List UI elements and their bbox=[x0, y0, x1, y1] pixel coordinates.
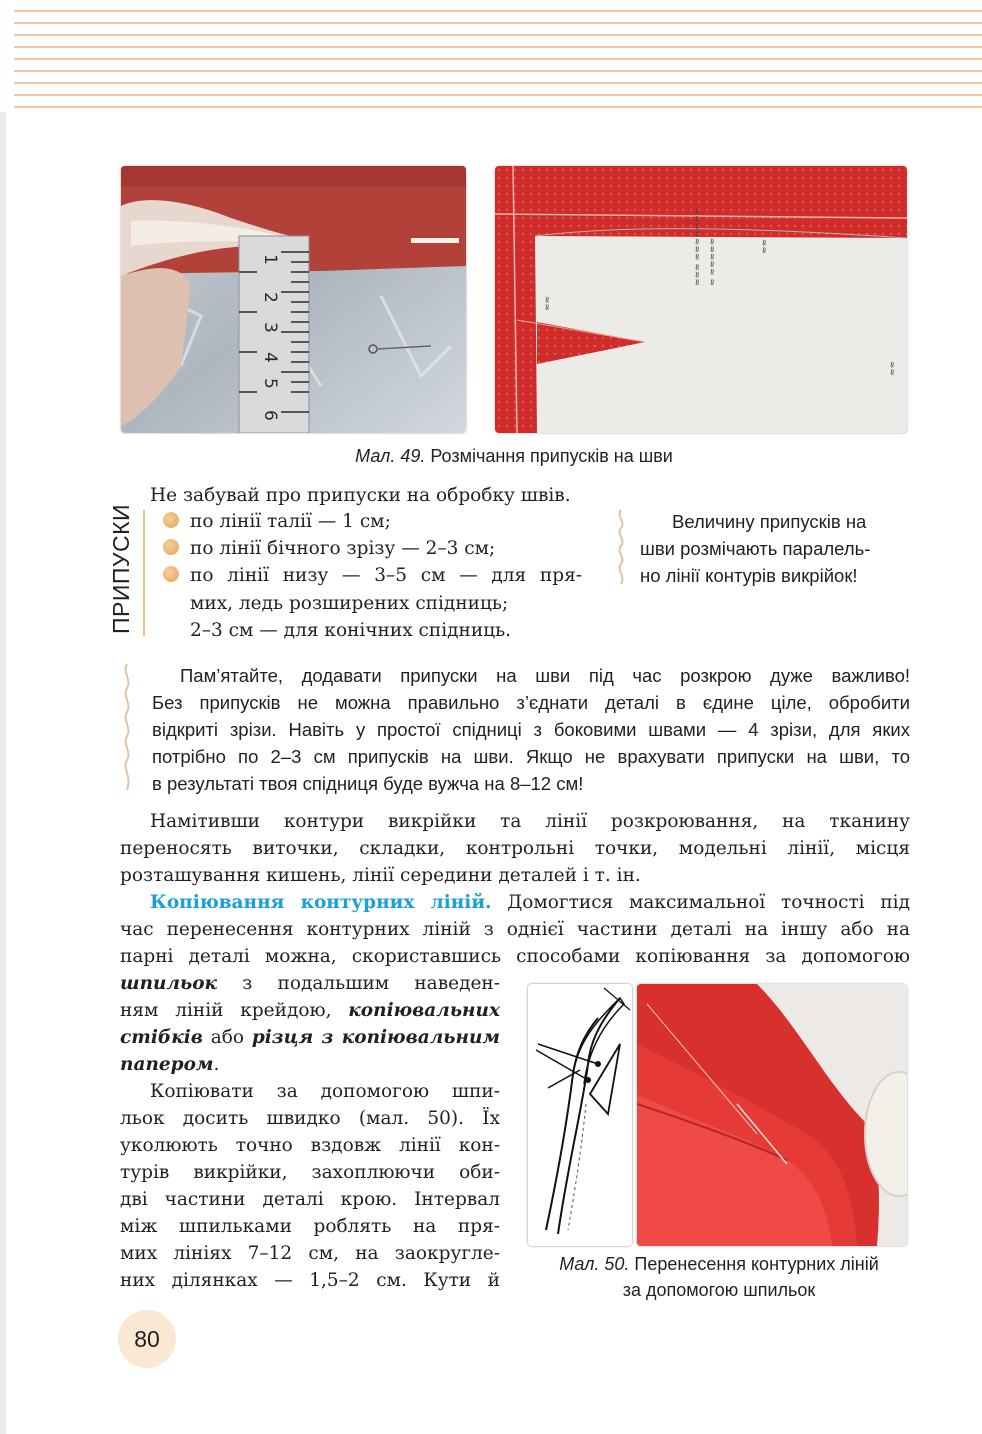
reminder-line: відкриті зрізи. Навіть у простої спідниці з боковими швами — 4 зрізи, для яких bbox=[152, 719, 910, 740]
body-line: час перенесення контурних ліній з однієї частини деталі на іншу або на bbox=[120, 919, 910, 940]
figure50-caption-line: за допомогою шпильок bbox=[622, 1280, 816, 1300]
note-line: Величину припусків на bbox=[672, 511, 867, 532]
term-pins: шпильок bbox=[120, 973, 218, 994]
figure49-caption-label: Мал. 49. bbox=[355, 446, 426, 466]
figure50-caption-line: Мал. 50. Перенесення контурних ліній bbox=[559, 1254, 879, 1274]
ruler-number: 5 bbox=[260, 378, 280, 389]
allowances-side-label bbox=[108, 503, 138, 634]
body-line: ням ліній крейдою, копіювальних bbox=[120, 1000, 500, 1021]
figure50-caption bbox=[528, 1251, 910, 1303]
reminder-wavy-line bbox=[120, 662, 134, 792]
ruler-photo-illustration bbox=[121, 166, 466, 433]
body-line: уколюють точно вздовж лінії кон- bbox=[120, 1135, 500, 1156]
body-paragraph-2 bbox=[120, 889, 910, 970]
body-line: них ділянках — 1,5–2 см. Кути й bbox=[120, 1270, 500, 1291]
bullet-dot bbox=[163, 566, 179, 582]
figure49-caption bbox=[121, 446, 907, 467]
allowances-note bbox=[640, 508, 910, 589]
allowance-item: по лінії низу — 3–5 см — для пря- bbox=[190, 565, 582, 586]
note-wavy-line bbox=[614, 508, 628, 586]
reminder-line: потрібно по 2–3 см припусків на шви. Якщо не врахувати припуски на шви, то bbox=[152, 746, 910, 767]
reminder-line: Без припусків не можна правильно з’єднати деталі в єдине ціле, обробити bbox=[152, 692, 910, 713]
reminder-text bbox=[152, 662, 910, 797]
body-line: дві частини деталі крою. Інтервал bbox=[120, 1189, 500, 1210]
allowances-side-label-text: ПРИПУСКИ bbox=[108, 503, 134, 634]
body-line: між шпильками роблять на пря- bbox=[120, 1216, 500, 1237]
body-line: стібків або різця з копіювальним bbox=[120, 1027, 500, 1048]
bullet-dot bbox=[163, 512, 179, 528]
ruler-number: 6 bbox=[260, 410, 280, 421]
body-line: Намітивши контури викрійки та лінії розкроювання, на тканину bbox=[150, 811, 910, 832]
term-tracing-wheel: різця з копіювальним bbox=[251, 1027, 500, 1048]
allowance-continuation: 2–3 см — для конічних спідниць. bbox=[190, 620, 512, 641]
pins-line-drawing bbox=[528, 984, 632, 1246]
allowance-item: по лінії талії — 1 см; bbox=[190, 511, 391, 532]
body-text: Домогтися максимальної точності під bbox=[491, 892, 910, 913]
allowance-continuation: мих, ледь розширених спідниць; bbox=[190, 593, 509, 614]
ruler-number: 1 bbox=[260, 254, 280, 265]
page-edge bbox=[0, 0, 6, 1434]
note-line: но лінії контурів викрійок! bbox=[640, 565, 858, 586]
ruler-number: 4 bbox=[260, 352, 280, 363]
allowance-item: по лінії бічного зрізу — 2–3 см; bbox=[190, 538, 496, 559]
allowances-intro: Не забувай про припуски на обробку швів. bbox=[150, 485, 571, 506]
ruler-number: 3 bbox=[260, 322, 280, 333]
bullet-dot bbox=[163, 539, 179, 555]
pattern-handwriting: ≈ ≈≈≈≈≈ bbox=[708, 237, 718, 286]
body-line: парні деталі можна, скориставшись способами копіювання за допомогою bbox=[120, 946, 910, 967]
figure49-caption-text: Розмічання припусків на шви bbox=[425, 446, 673, 466]
body-line: папером. bbox=[120, 1054, 220, 1075]
section-heading-copying: Копіювання контурних ліній. bbox=[150, 892, 492, 913]
body-line: мих лініях 7–12 см, на заокругле- bbox=[120, 1243, 500, 1264]
page-number: 80 bbox=[118, 1310, 176, 1368]
body-narrow-column bbox=[120, 970, 500, 1294]
header-decoration bbox=[0, 0, 982, 112]
drawing-pins-on-pattern bbox=[528, 984, 632, 1246]
body-paragraph-1 bbox=[120, 808, 910, 889]
red-fabric-illustration bbox=[637, 984, 907, 1246]
ruler-number: 2 bbox=[260, 292, 280, 303]
body-line: Копіювати за допомогою шпи- bbox=[150, 1081, 500, 1102]
reminder-line: в результаті твоя спідниця буде вужча на 8–12 см! bbox=[152, 773, 584, 794]
pattern-photo-illustration bbox=[495, 166, 907, 433]
allowances-divider bbox=[143, 510, 145, 636]
body-line bbox=[120, 889, 910, 916]
pattern-handwriting: ≈≈≈ ≈≈≈≈≈≈≈ bbox=[693, 207, 703, 286]
body-line: льок досить швидко (мал. 50). Їх bbox=[120, 1108, 500, 1129]
pattern-handwriting: ≈≈ bbox=[760, 238, 770, 254]
photo-ruler-marking bbox=[121, 166, 466, 433]
note-line: шви розмічають паралель- bbox=[640, 538, 871, 559]
body-line: розташування кишень, лінії середини деталей і т. ін. bbox=[120, 865, 641, 886]
pattern-handwriting: ≈≈ bbox=[543, 295, 553, 311]
body-line: переносять виточки, складки, контрольні точки, модельні лінії, місця bbox=[120, 838, 910, 859]
reminder-line: Пам’ятайте, додавати припуски на шви під час розкрою дуже важливо! bbox=[180, 665, 910, 686]
pattern-handwriting: ≈≈ bbox=[888, 360, 898, 376]
photo-pattern-on-fabric bbox=[495, 166, 907, 433]
term-copy-stitches: копіювальних bbox=[348, 1000, 500, 1021]
body-line: турів викрійки, захоплюючи оби- bbox=[120, 1162, 500, 1183]
photo-pinned-red-fabric bbox=[637, 984, 907, 1246]
body-line: шпильок з подальшим наведен- bbox=[120, 973, 500, 994]
figure50-caption-label: Мал. 50. bbox=[559, 1254, 630, 1274]
